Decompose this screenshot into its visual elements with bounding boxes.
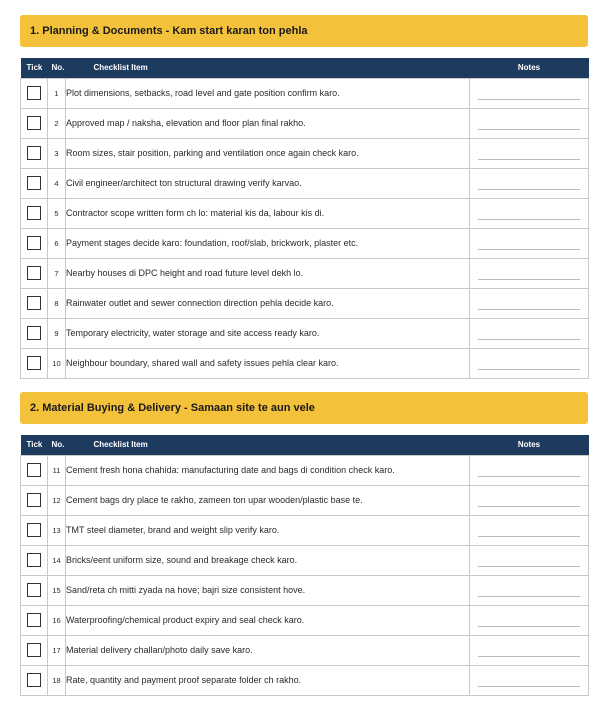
checkbox[interactable] (27, 266, 41, 280)
notes-line (478, 686, 580, 687)
item-number: 8 (48, 288, 66, 318)
table-row (21, 575, 589, 605)
notes-cell[interactable] (470, 288, 589, 318)
tick-cell (21, 665, 48, 695)
tick-cell (21, 455, 48, 485)
table-row (21, 138, 589, 168)
tick-cell (21, 318, 48, 348)
checkbox[interactable] (27, 326, 41, 340)
table-row (21, 318, 589, 348)
notes-line (478, 476, 580, 477)
item-number: 4 (48, 168, 66, 198)
notes-cell[interactable] (470, 318, 589, 348)
col-tick-header: Tick (26, 63, 43, 73)
checklist-item-text: Rate, quantity and payment proof separate folder ch rakho. (66, 665, 470, 695)
col-notes-header: Notes (517, 440, 541, 450)
col-tick-header: Tick (26, 440, 43, 450)
notes-cell[interactable] (470, 138, 589, 168)
section-2-header (20, 392, 588, 424)
section-2-title: 2. Material Buying & Delivery - Samaan site te aun vele (30, 402, 315, 414)
notes-cell[interactable] (470, 665, 589, 695)
notes-cell[interactable] (470, 485, 589, 515)
checkbox[interactable] (27, 463, 41, 477)
tick-cell (21, 168, 48, 198)
checkbox[interactable] (27, 523, 41, 537)
notes-cell[interactable] (470, 198, 589, 228)
col-no-header: No. (51, 63, 65, 73)
item-number: 7 (48, 258, 66, 288)
tick-cell (21, 228, 48, 258)
table-row (21, 515, 589, 545)
notes-line (478, 219, 580, 220)
checkbox[interactable] (27, 236, 41, 250)
notes-line (478, 189, 580, 190)
notes-line (478, 369, 580, 370)
table-row (21, 665, 589, 695)
notes-line (478, 279, 580, 280)
checklist-item-text: Contractor scope written form ch lo: material kis da, labour kis di. (66, 198, 470, 228)
notes-line (478, 626, 580, 627)
col-item-header: Checklist Item (93, 63, 148, 73)
table-row (21, 258, 589, 288)
checkbox[interactable] (27, 553, 41, 567)
tick-cell (21, 288, 48, 318)
notes-cell[interactable] (470, 168, 589, 198)
notes-cell[interactable] (470, 605, 589, 635)
notes-line (478, 159, 580, 160)
table-row (21, 348, 589, 378)
table-row (21, 108, 589, 138)
checklist-item-text: Room sizes, stair position, parking and ventilation once again check karo. (66, 138, 470, 168)
item-number: 11 (48, 455, 66, 485)
item-number: 5 (48, 198, 66, 228)
notes-line (478, 656, 580, 657)
checklist-item-text: Neighbour boundary, shared wall and safety issues pehla clear karo. (66, 348, 470, 378)
item-number: 17 (48, 635, 66, 665)
notes-cell[interactable] (470, 575, 589, 605)
checklist-item-text: Cement bags dry place te rakho, zameen ton upar wooden/plastic base te. (66, 485, 470, 515)
tick-cell (21, 108, 48, 138)
notes-cell[interactable] (470, 258, 589, 288)
item-number: 14 (48, 545, 66, 575)
tick-cell (21, 545, 48, 575)
table-row (21, 545, 589, 575)
table-header-row (21, 435, 589, 455)
table-row (21, 228, 589, 258)
notes-line (478, 566, 580, 567)
tick-cell (21, 258, 48, 288)
col-notes-header: Notes (517, 63, 541, 73)
checklist-table-2 (20, 435, 589, 696)
checklist-table-1 (20, 58, 589, 379)
checklist-item-text: Bricks/eent uniform size, sound and breakage check karo. (66, 545, 470, 575)
tick-cell (21, 515, 48, 545)
notes-cell[interactable] (470, 108, 589, 138)
tick-cell (21, 78, 48, 108)
tick-cell (21, 605, 48, 635)
notes-line (478, 99, 580, 100)
table-header-row (21, 58, 589, 78)
item-number: 12 (48, 485, 66, 515)
item-number: 6 (48, 228, 66, 258)
notes-cell[interactable] (470, 348, 589, 378)
notes-cell[interactable] (470, 545, 589, 575)
item-number: 9 (48, 318, 66, 348)
checkbox[interactable] (27, 493, 41, 507)
item-number: 15 (48, 575, 66, 605)
section-1-header (20, 15, 588, 47)
item-number: 18 (48, 665, 66, 695)
checkbox[interactable] (27, 643, 41, 657)
checklist-item-text: Material delivery challan/photo daily save karo. (66, 635, 470, 665)
item-number: 16 (48, 605, 66, 635)
checkbox[interactable] (27, 116, 41, 130)
notes-line (478, 536, 580, 537)
checkbox[interactable] (27, 86, 41, 100)
checkbox[interactable] (27, 146, 41, 160)
item-number: 13 (48, 515, 66, 545)
item-number: 10 (48, 348, 66, 378)
checklist-item-text: Payment stages decide karo: foundation, roof/slab, brickwork, plaster etc. (66, 228, 470, 258)
notes-cell[interactable] (470, 78, 589, 108)
table-row (21, 605, 589, 635)
checkbox[interactable] (27, 176, 41, 190)
notes-line (478, 339, 580, 340)
item-number: 1 (48, 78, 66, 108)
checkbox[interactable] (27, 206, 41, 220)
notes-line (478, 506, 580, 507)
notes-line (478, 309, 580, 310)
section-1-title: 1. Planning & Documents - Kam start karan ton pehla (30, 25, 308, 37)
item-number: 2 (48, 108, 66, 138)
table-row (21, 78, 589, 108)
tick-cell (21, 138, 48, 168)
notes-cell[interactable] (470, 515, 589, 545)
tick-cell (21, 575, 48, 605)
checklist-item-text: Rainwater outlet and sewer connection direction pehla decide karo. (66, 288, 470, 318)
checklist-item-text: Nearby houses di DPC height and road future level dekh lo. (66, 258, 470, 288)
checklist-item-text: Sand/reta ch mitti zyada na hove; bajri size consistent hove. (66, 575, 470, 605)
checklist-item-text: TMT steel diameter, brand and weight slip verify karo. (66, 515, 470, 545)
table-row (21, 455, 589, 485)
notes-line (478, 249, 580, 250)
table-row (21, 198, 589, 228)
checklist-item-text: Approved map / naksha, elevation and floor plan final rakho. (66, 108, 470, 138)
notes-line (478, 596, 580, 597)
checklist-item-text: Plot dimensions, setbacks, road level and gate position confirm karo. (66, 78, 470, 108)
notes-cell[interactable] (470, 455, 589, 485)
tick-cell (21, 635, 48, 665)
tick-cell (21, 198, 48, 228)
checklist-item-text: Cement fresh hona chahida: manufacturing date and bags di condition check karo. (66, 455, 470, 485)
checkbox[interactable] (27, 583, 41, 597)
notes-line (478, 129, 580, 130)
table-row (21, 485, 589, 515)
item-number: 3 (48, 138, 66, 168)
notes-cell[interactable] (470, 228, 589, 258)
checkbox[interactable] (27, 356, 41, 370)
tick-cell (21, 348, 48, 378)
checklist-item-text: Temporary electricity, water storage and site access ready karo. (66, 318, 470, 348)
checklist-item-text: Civil engineer/architect ton structural drawing verify karvao. (66, 168, 470, 198)
checkbox[interactable] (27, 673, 41, 687)
table-row (21, 168, 589, 198)
checkbox[interactable] (27, 613, 41, 627)
checklist-item-text: Waterproofing/chemical product expiry and seal check karo. (66, 605, 470, 635)
col-item-header: Checklist Item (93, 440, 148, 450)
tick-cell (21, 485, 48, 515)
table-row (21, 288, 589, 318)
table-row (21, 635, 589, 665)
col-no-header: No. (51, 440, 65, 450)
notes-cell[interactable] (470, 635, 589, 665)
checkbox[interactable] (27, 296, 41, 310)
